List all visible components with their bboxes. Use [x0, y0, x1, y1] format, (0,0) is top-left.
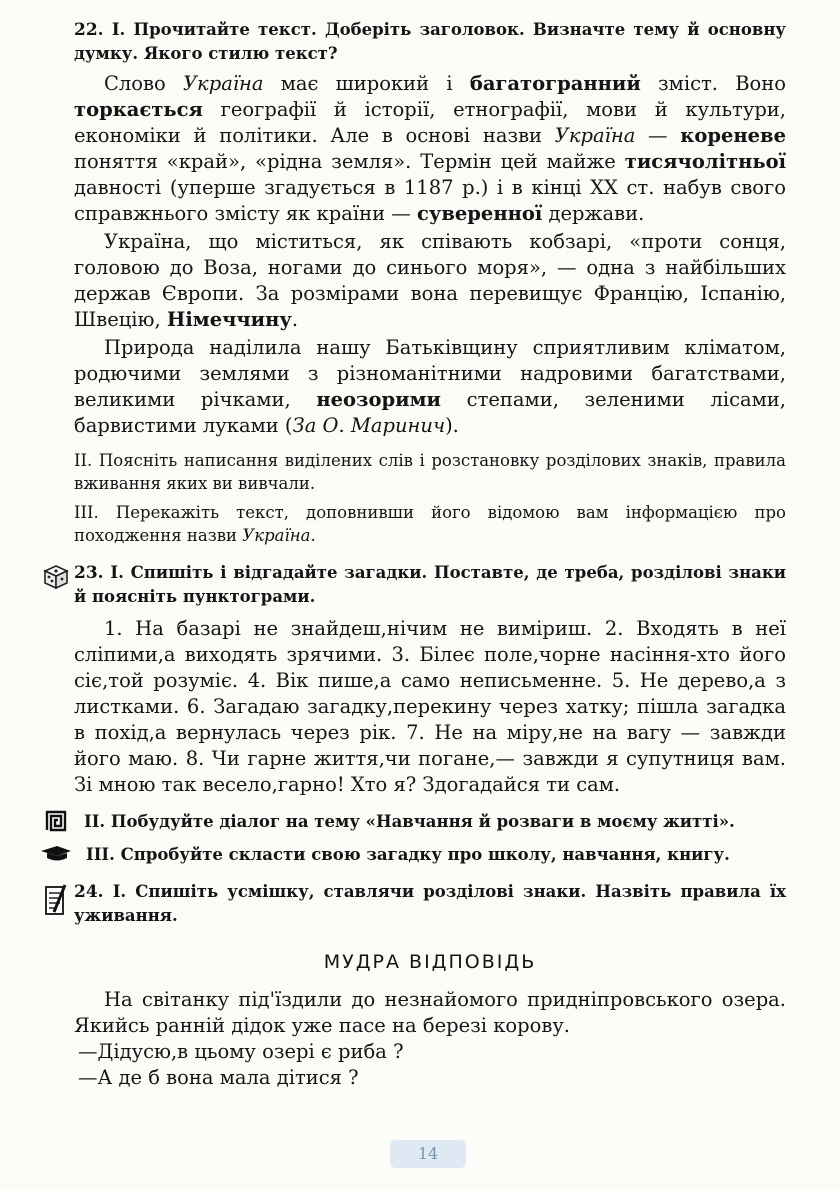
text-run: давності (уперше згадується в 1187 р.) і в кінці XX ст. набув свого справжнього змісту як країни — — [74, 176, 786, 225]
text-run: зміст. Воно — [640, 72, 786, 95]
page-content — [74, 18, 786, 1091]
ex23-task1-text: І. Спишіть і відгадайте загадки. Поставте, де треба, розділові знаки й поясніть пунктограми. — [74, 563, 786, 606]
text-run: III. Перекажіть текст, доповнивши його відомою вам інформацією про походження назви — [74, 503, 786, 545]
text-run: поняття «край», «рідна земля». Термін цей майже — [74, 150, 625, 173]
text-run: Україна — [554, 124, 636, 147]
text-run: географії й історії, етнографії, мови й культури, економіки й політики. Але в основі назви — [74, 98, 786, 147]
dice-icon — [38, 561, 74, 590]
ex22-paragraph-3 — [74, 335, 786, 439]
ex23-riddles: 1. На базарі не знайдеш,нічим не виміриш. 2. Входять в неї сліпими,а виходять зрячими. 3. Білеє поле,чорне насіння-хто його сіє,той розуміє. 4. Вік пише,а само неписьменне. 5. Не дерево,а з листками. 6. Загадаю загадку,перекину через хатку; пішла загадка в похід,а вернулась через рік. 7. Не на міру,не на вагу — завжди його маю. 8. Чи гарне життя,чи погане,— завжди я супутниця вам. Зі мною так весело,гарно! Хто я? Здогадайся ти сам. — [74, 617, 786, 796]
text-run: Слово — [104, 72, 183, 95]
ex22-task1-text: І. Прочитайте текст. Доберіть заголовок. Визначте тему й основну думку. Якого стилю текст? — [74, 20, 786, 63]
ex22-task1 — [74, 18, 786, 65]
ex23-task3: III. Спробуйте скласти свою загадку про школу, навчання, книгу. — [86, 845, 730, 864]
ex23-task3-row — [74, 843, 786, 866]
text-run: має широкий і — [263, 72, 470, 95]
text-run: тисячолітньої — [624, 150, 786, 173]
dialogue-line-2: —А де б вона мала дітися ? — [78, 1066, 359, 1089]
text-run: — — [635, 124, 681, 147]
ex22-paragraph-2 — [74, 229, 786, 333]
text-run: . — [291, 308, 299, 331]
ex23-task2-row — [74, 810, 786, 833]
dialogue-line-1: —Дідусю,в цьому озері є риба ? — [78, 1040, 404, 1063]
page-number: 14 — [390, 1140, 466, 1168]
story-text: На світанку під'їздили до незнайомого придніпровського озера. Якийсь ранній дідок уже пасе на березі корову. — [74, 988, 786, 1037]
ex22-task3 — [74, 501, 786, 547]
ex24-task1-text: І. Спишіть усмішку, ставлячи розділові знаки. Назвіть правила їх уживання. — [74, 882, 787, 925]
ex22-paragraph-1 — [74, 71, 786, 227]
ex23-task1 — [74, 561, 786, 608]
text-run: Україна, що міститься, як співають кобзарі, «проти сонця, головою до Воза, ногами до синього моря», — одна з найбільших держав Європи. За розмірами вона перевищує Францію, Іспанію, Швецію, — [74, 230, 786, 331]
text-run: Природа наділила нашу Батьківщину сприятливим кліматом, родючими землями з різноманітними надровими багатствами, великими річками, — [74, 336, 786, 411]
ex24-number: 24. — [74, 882, 104, 902]
graduation-cap-icon — [38, 843, 74, 863]
ex24-task1 — [74, 880, 786, 927]
text-run: степами, зеленими лісами, барвистими луками ( — [74, 388, 786, 437]
text-run: За О. Маринич — [292, 414, 446, 437]
text-run: . — [310, 526, 316, 545]
text-run: ). — [445, 414, 459, 437]
ex23-number: 23. — [74, 563, 104, 583]
text-run: кореневе — [680, 124, 786, 147]
text-run: багатогранний — [469, 72, 641, 95]
text-run: Україна — [242, 526, 311, 545]
ex24-task1-row — [74, 880, 786, 927]
notebook-pen-icon — [38, 880, 74, 917]
text-run: держави. — [542, 202, 645, 225]
text-run: Німеччину — [166, 308, 292, 331]
ex23-task1-row — [74, 561, 786, 608]
ex23-task2: II. Побудуйте діалог на тему «Навчання й розваги в моєму житті». — [84, 812, 735, 831]
ex22-task2: II. Поясніть написання виділених слів і розстановку розділових знаків, правила вживання яких ви вивчали. — [74, 451, 786, 493]
ex22-number: 22. — [74, 20, 104, 40]
text-run: Україна — [182, 72, 264, 95]
spiral-square-icon — [38, 810, 74, 832]
story-title: МУДРА ВІДПОВІДЬ — [323, 951, 537, 973]
text-run: суверенної — [416, 202, 543, 225]
text-run: торкається — [74, 98, 203, 121]
text-run: неозорими — [316, 388, 441, 411]
